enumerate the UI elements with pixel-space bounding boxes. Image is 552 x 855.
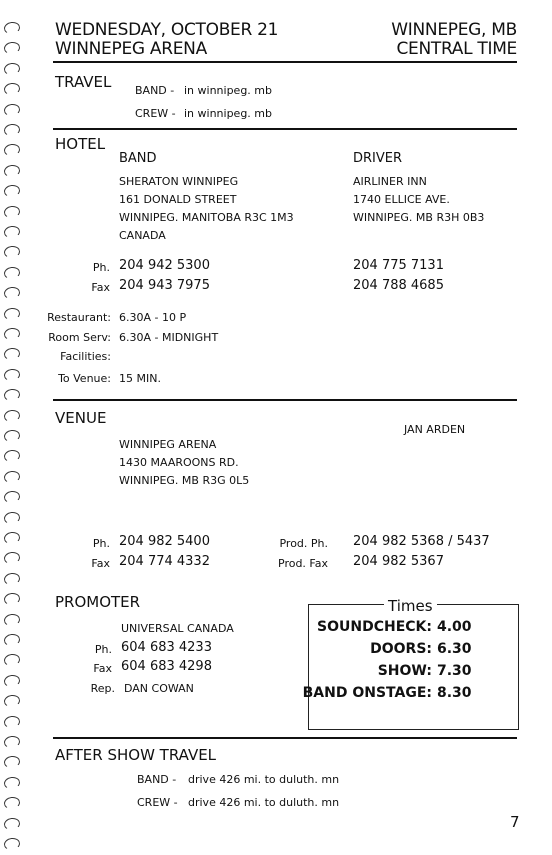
binding-ring [3,449,21,463]
binding-ring [3,592,21,606]
promoter-fax-label: Fax [93,662,112,675]
promoter-name: UNIVERSAL CANADA [121,622,234,635]
city-heading: WINNEPEG, MB [391,20,517,40]
promoter-rep-label: Rep. [90,682,115,695]
after-show-band-label: BAND - [137,773,177,786]
travel-title: TRAVEL [55,73,112,91]
binding-ring [3,103,21,117]
hotel-fax-label: Fax [91,281,110,294]
spiral-binding [0,0,26,855]
binding-ring [3,490,21,504]
promoter-fax: 604 683 4298 [121,659,212,674]
hotel-driver-fax: 204 788 4685 [353,278,444,293]
after-show-band-value: drive 426 mi. to duluth. mn [188,773,340,786]
room-service-hours: 6.30A - MIDNIGHT [119,331,219,344]
binding-ring [3,368,21,382]
binding-ring [3,511,21,525]
venue-phone-label: Ph. [92,537,110,550]
onstage-label: BAND ONSTAGE: [302,685,432,701]
soundcheck-label: SOUNDCHECK: [317,619,432,635]
venue-fax: 204 774 4332 [119,554,210,569]
hotel-driver-address2: WINNIPEG. MB R3H 0B3 [353,211,485,224]
binding-ring [3,123,21,137]
binding-ring [3,327,21,341]
binding-ring [3,755,21,769]
hotel-band-name: SHERATON WINNIPEG [119,175,239,188]
venue-contact: JAN ARDEN [404,423,466,436]
binding-ring [3,143,21,157]
binding-ring [3,21,21,35]
venue-heading: WINNEPEG ARENA [55,39,207,59]
travel-crew-value: in winnipeg. mb [184,107,272,120]
hotel-driver-heading: DRIVER [353,151,403,166]
travel-crew-label: CREW - [135,107,176,120]
travel-divider [53,128,517,130]
binding-ring [3,82,21,96]
facilities-label: Facilities: [60,350,111,363]
venue-address2: WINNIPEG. MB R3G 0L5 [119,474,250,487]
binding-ring [3,572,21,586]
onstage-time: 8.30 [437,685,472,701]
binding-ring [3,694,21,708]
venue-address1: 1430 MAAROONS RD. [119,456,239,469]
hotel-phone-label: Ph. [92,261,110,274]
after-show-crew-label: CREW - [137,796,178,809]
room-service-label: Room Serv: [48,331,111,344]
hotel-title: HOTEL [55,135,106,153]
venue-fax-label: Fax [91,557,110,570]
binding-ring [3,633,21,647]
restaurant-label: Restaurant: [47,311,111,324]
restaurant-hours: 6.30A - 10 P [119,311,187,324]
promoter-title: PROMOTER [55,593,141,611]
soundcheck-time: 4.00 [437,619,472,635]
venue-prod-fax: 204 982 5367 [353,554,444,569]
after-show-crew-value: drive 426 mi. to duluth. mn [188,796,340,809]
binding-ring [3,41,21,55]
venue-title: VENUE [55,409,107,427]
binding-ring [3,347,21,361]
header-divider [53,61,517,63]
hotel-band-address1: 161 DONALD STREET [119,193,237,206]
binding-ring [3,796,21,810]
to-venue-value: 15 MIN. [119,372,161,385]
binding-ring [3,613,21,627]
promoter-divider [53,737,517,739]
times-title: Times [384,597,437,615]
doors-time: 6.30 [437,641,472,657]
page-number: 7 [510,813,520,831]
hotel-divider [53,399,517,401]
venue-name: WINNIPEG ARENA [119,438,217,451]
venue-prod-fax-label: Prod. Fax [278,557,328,570]
binding-ring [3,245,21,259]
hotel-driver-phone: 204 775 7131 [353,258,444,273]
binding-ring [3,307,21,321]
binding-ring [3,735,21,749]
binding-ring [3,388,21,402]
date-heading: WEDNESDAY, OCTOBER 21 [55,20,279,40]
venue-prod-phone: 204 982 5368 / 5437 [353,534,490,549]
binding-ring [3,225,21,239]
binding-ring [3,674,21,688]
hotel-band-fax: 204 943 7975 [119,278,210,293]
travel-band-value: in winnipeg. mb [184,84,272,97]
binding-ring [3,653,21,667]
binding-ring [3,205,21,219]
binding-ring [3,837,21,851]
binding-ring [3,715,21,729]
hotel-driver-address1: 1740 ELLICE AVE. [353,193,450,206]
promoter-phone: 604 683 4233 [121,640,212,655]
show-label: SHOW: [377,663,432,679]
promoter-phone-label: Ph. [94,643,112,656]
binding-ring [3,429,21,443]
binding-ring [3,531,21,545]
hotel-band-heading: BAND [119,151,157,166]
doors-label: DOORS: [370,641,432,657]
venue-phone: 204 982 5400 [119,534,210,549]
hotel-band-address2: WINNIPEG. MANITOBA R3C 1M3 [119,211,294,224]
timezone-heading: CENTRAL TIME [396,39,517,59]
binding-ring [3,62,21,76]
hotel-band-address3: CANADA [119,229,166,242]
binding-ring [3,266,21,280]
show-time: 7.30 [437,663,472,679]
hotel-band-phone: 204 942 5300 [119,258,210,273]
to-venue-label: To Venue: [58,372,111,385]
promoter-rep: DAN COWAN [124,682,194,695]
after-show-title: AFTER SHOW TRAVEL [55,746,217,764]
travel-band-label: BAND - [135,84,175,97]
binding-ring [3,470,21,484]
binding-ring [3,164,21,178]
binding-ring [3,551,21,565]
binding-ring [3,817,21,831]
venue-prod-phone-label: Prod. Ph. [279,537,328,550]
binding-ring [3,409,21,423]
hotel-driver-name: AIRLINER INN [353,175,427,188]
binding-ring [3,184,21,198]
binding-ring [3,776,21,790]
binding-ring [3,286,21,300]
